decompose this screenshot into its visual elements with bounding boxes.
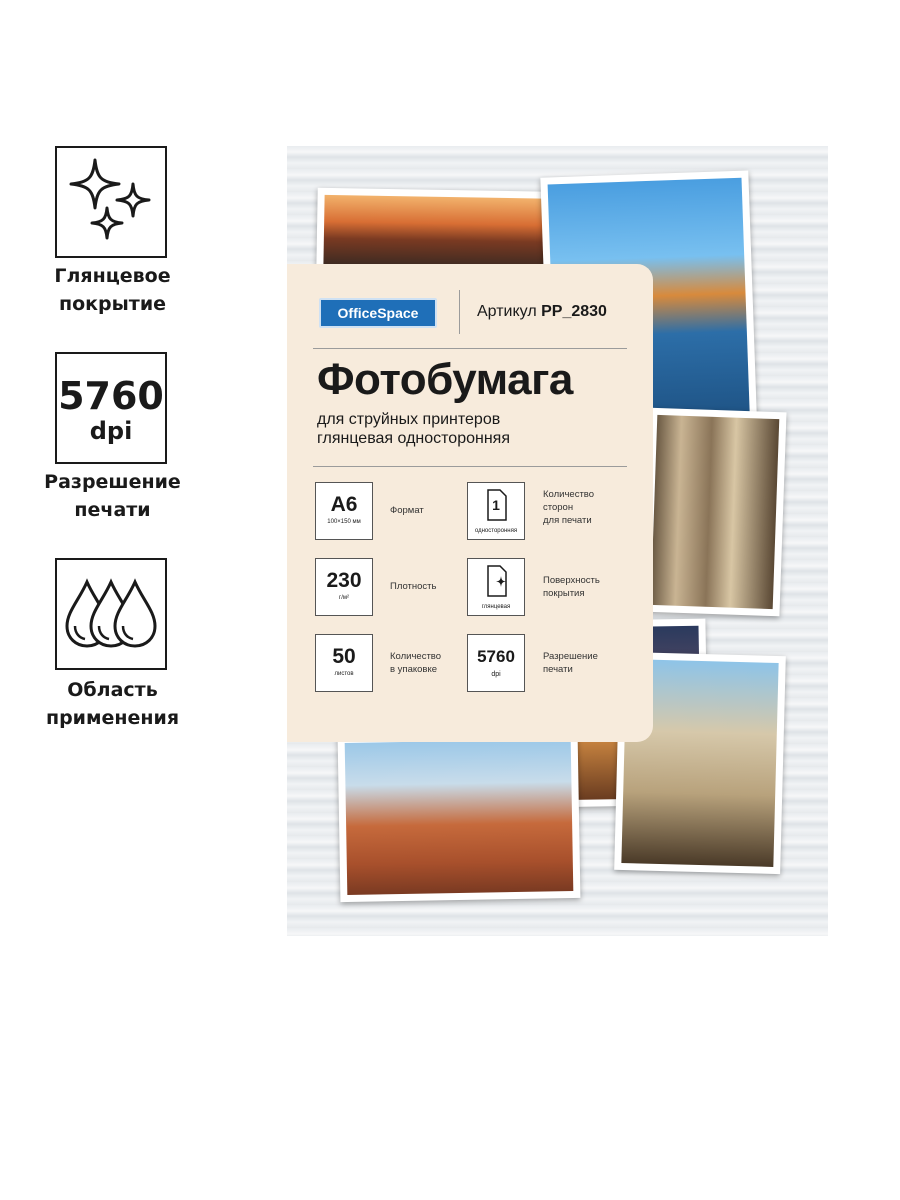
glossy-feature-label [0,262,225,318]
dpi-feature-label [0,468,225,524]
dpi-number: 5760 [58,374,164,418]
sides-value: 1 [492,497,500,513]
format-size: 100×150 мм [327,519,361,525]
resolution-unit: dpi [491,671,501,678]
format-value: A6 [330,493,358,516]
dpi-label-line2: печати [74,499,151,521]
sides-text: Количество сторон для печати [543,489,595,526]
subtitle-line1: для струйных принтеров [317,411,501,428]
resolution-spec-box [467,634,525,692]
sparkles-icon [57,148,165,256]
product-package [287,146,828,936]
sides-small: односторонняя [474,528,518,534]
count-spec-box [315,634,373,692]
divider [459,290,460,334]
glossy-label-line1: Глянцевое [54,265,171,287]
density-text: Плотность [390,581,437,592]
sku [477,302,607,322]
sides-spec-box [467,482,525,540]
glossy-label-line2: покрытие [58,293,167,315]
surface-spec-box [467,558,525,616]
density-value: 230 [326,569,362,592]
surface-text: Поверхность покрытия [543,575,600,599]
sku-value: PP_2830 [541,303,607,320]
density-unit: г/м² [339,595,349,601]
florence-photo [338,732,581,902]
count-value: 50 [332,645,356,668]
ink-drops-icon [57,560,165,668]
resolution-value: 5760 [477,647,515,666]
dpi-label-line1: Разрешение [44,471,181,493]
sku-label: Артикул [477,303,537,320]
subtitle-line2: глянцевая односторонняя [317,430,510,447]
cathedral-photo [643,408,786,617]
divider [313,466,627,467]
format-text: Формат [390,505,424,516]
resolution-text: Разрешение печати [543,651,598,675]
density-spec-box [315,558,373,616]
divider [313,348,627,349]
info-panel [287,264,653,742]
count-text: Количество в упаковке [390,651,442,675]
count-unit: листов [334,671,354,677]
ink-label-line2: применения [45,707,180,729]
product-title: Фотобумага [317,355,573,404]
dpi-unit: dpi [89,417,133,445]
dpi-feature-box [55,352,167,464]
ink-label-line1: Область [67,679,158,701]
glossy-feature-box [55,146,167,258]
ink-feature-box [55,558,167,670]
glossy-page-icon [468,562,524,602]
ink-feature-label [0,676,225,732]
format-spec-box [315,482,373,540]
surface-small: глянцевая [481,604,511,610]
brand-logo: OfficeSpace [319,298,437,328]
